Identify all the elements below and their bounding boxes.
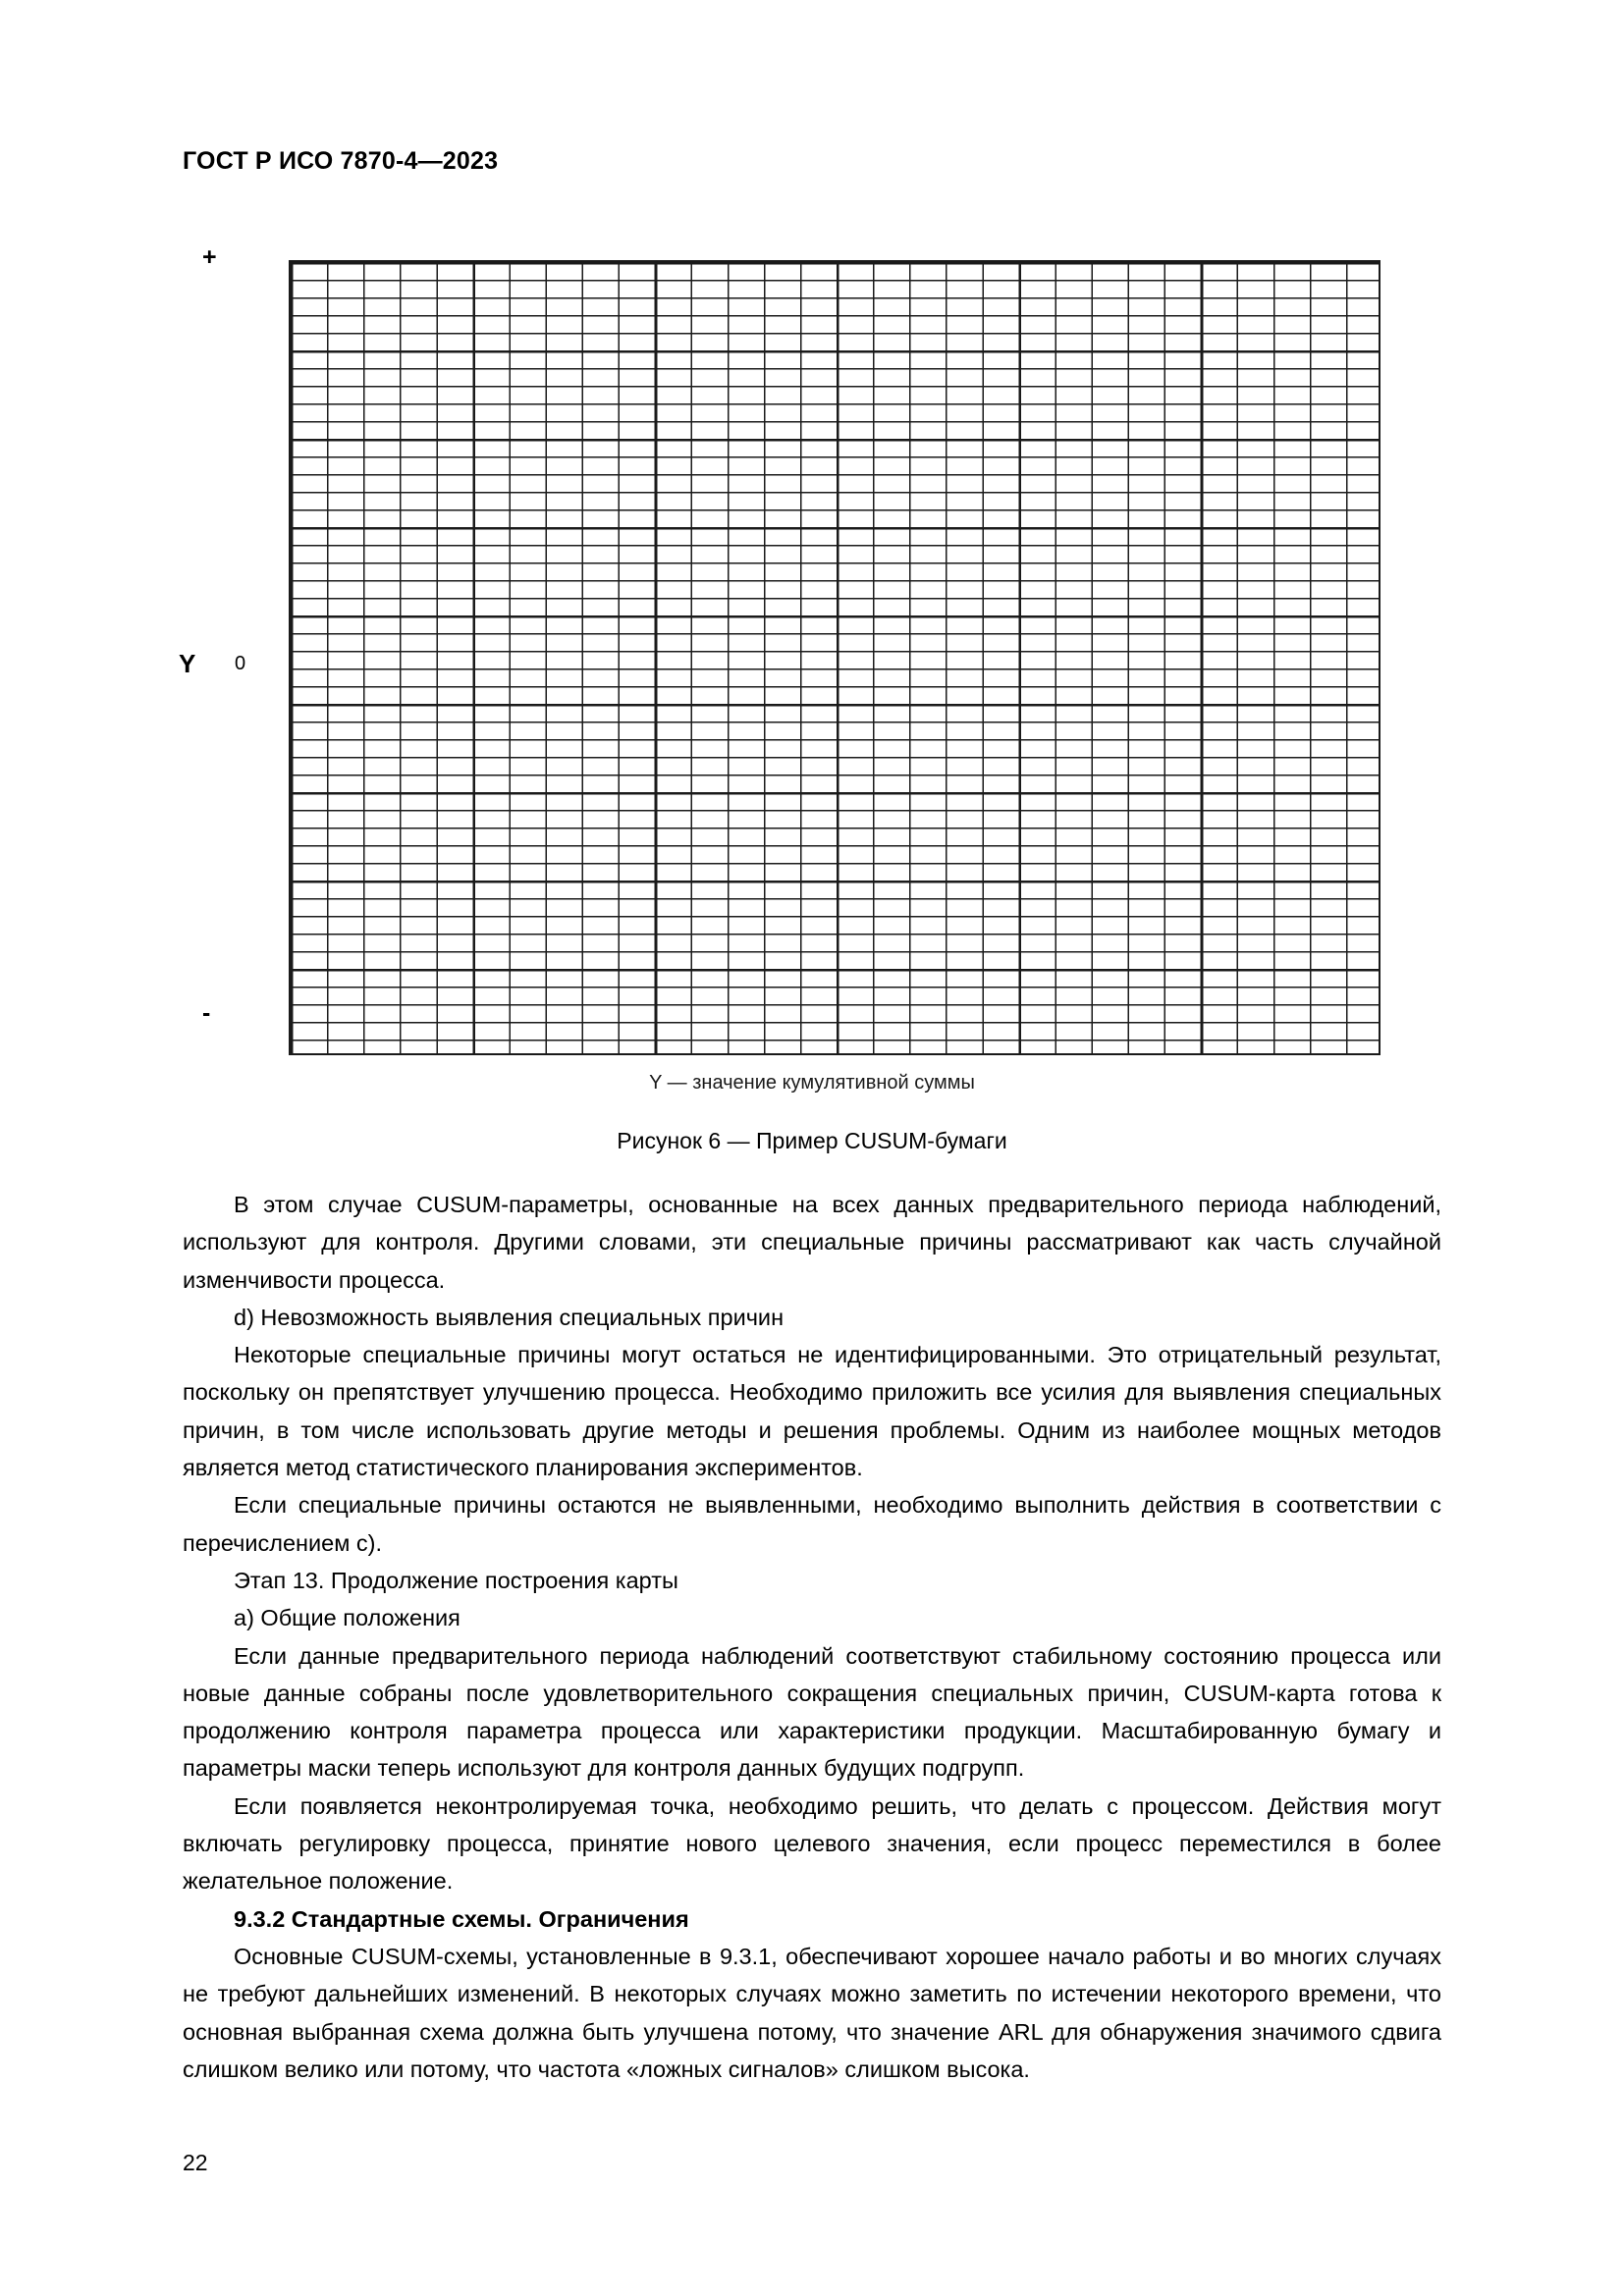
paragraph: Если данные предварительного периода наблюдений соответствуют стабильному состоянию процесса или новые данные собраны после удовлетворительного сокращения специальных причин, CUSUM-карта готова к продолжению контроля параметра процесса или характеристики продукции. Масштабированную бумагу и параметры маски теперь используют для контроля данных будущих подгрупп. bbox=[183, 1642, 1441, 1782]
paragraph: Основные CUSUM-схемы, установленные в 9.3.1, обеспечивают хорошее начало работы и во многих случаях не требуют дальнейших изменений. В некоторых случаях можно заметить по истечении некоторого времени, что основная выбранная схема должна быть улучшена потому, что значение ARL для обнаружения значимого сдвига слишком велико или потому, что частота «ложных сигналов» слишком высока. bbox=[183, 1943, 1441, 2082]
axis-plus-sign: + bbox=[202, 243, 217, 271]
axis-zero-tick-label: 0 bbox=[235, 653, 246, 674]
paragraph: Если специальные причины остаются не выявленными, необходимо выполнить действия в соответствии с перечислением c). bbox=[183, 1492, 1441, 1556]
page-number: 22 bbox=[183, 2150, 208, 2175]
paragraph: В этом случае CUSUM-параметры, основанные на всех данных предварительного периода наблюдений, используют для контроля. Другими словами, эти специальные причины рассматривают как часть случайной изменчивости процесса. bbox=[183, 1192, 1441, 1293]
body-text bbox=[183, 1186, 1441, 2088]
paragraph: d) Невозможность выявления специальных причин bbox=[234, 1304, 785, 1330]
axis-y-label: Y bbox=[179, 649, 196, 678]
cusum-paper-chart bbox=[179, 231, 1445, 1060]
figure-6 bbox=[0, 231, 1624, 1154]
document-header: ГОСТ Р ИСО 7870-4—2023 bbox=[183, 147, 499, 175]
figure-key: Y — значение кумулятивной суммы bbox=[649, 1072, 975, 1094]
section-heading: 9.3.2 Стандартные схемы. Ограничения bbox=[234, 1905, 689, 1932]
paragraph: Этап 13. Продолжение построения карты bbox=[234, 1567, 678, 1593]
paragraph: a) Общие положения bbox=[234, 1605, 460, 1631]
figure-caption: Рисунок 6 — Пример CUSUM-бумаги bbox=[617, 1128, 1007, 1153]
paragraph: Если появляется неконтролируемая точка, необходимо решить, что делать с процессом. Действия могут включать регулировку процесса, принятие нового целевого значения, если процесс переместился в более желательное положение. bbox=[183, 1792, 1441, 1895]
cusum-grid bbox=[289, 260, 1380, 1055]
paragraph: Некоторые специальные причины могут остаться не идентифицированными. Это отрицательный результат, поскольку он препятствует улучшению процесса. Необходимо приложить все усилия для выявления специальных причин, в том числе использовать другие методы и решения проблемы. Одним из наиболее мощных методов является метод статистического планирования экспериментов. bbox=[183, 1342, 1441, 1481]
axis-minus-sign: - bbox=[202, 999, 211, 1027]
